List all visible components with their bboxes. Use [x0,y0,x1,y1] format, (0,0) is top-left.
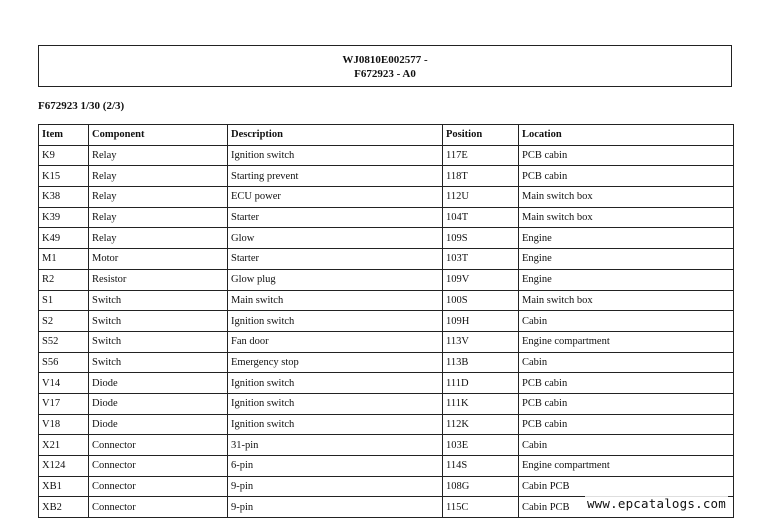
cell-location: Cabin PCB [519,497,734,518]
cell-component: Diode [89,373,228,394]
cell-location: Engine [519,269,734,290]
cell-component: Switch [89,311,228,332]
cell-position: 103T [443,249,519,270]
table-row [39,393,734,414]
cell-location: PCB cabin [519,393,734,414]
cell-position: 112U [443,187,519,208]
table-row [39,269,734,290]
cell-item: K9 [39,145,89,166]
components-table [38,124,734,518]
cell-location: Cabin [519,311,734,332]
table-row [39,166,734,187]
cell-position: 109H [443,311,519,332]
table-row [39,456,734,477]
cell-description: Ignition switch [228,393,443,414]
column-header-location: Location [519,125,734,146]
table-row [39,290,734,311]
cell-position: 112K [443,414,519,435]
cell-location: Engine compartment [519,456,734,477]
column-header-position: Position [443,125,519,146]
cell-description: Emergency stop [228,352,443,373]
cell-item: K38 [39,187,89,208]
cell-description: Fan door [228,331,443,352]
cell-location: Engine [519,228,734,249]
column-header-item: Item [39,125,89,146]
cell-item: R2 [39,269,89,290]
cell-item: S2 [39,311,89,332]
cell-component: Connector [89,435,228,456]
cell-item: X124 [39,456,89,477]
cell-location: PCB cabin [519,414,734,435]
cell-position: 113B [443,352,519,373]
cell-component: Relay [89,145,228,166]
document-figure-id: F672923 - A0 [354,68,416,80]
cell-position: 111D [443,373,519,394]
cell-description: 6-pin [228,456,443,477]
cell-location: PCB cabin [519,145,734,166]
cell-position: 108G [443,476,519,497]
cell-component: Relay [89,166,228,187]
cell-description: Ignition switch [228,414,443,435]
cell-location: Engine [519,249,734,270]
cell-location: Main switch box [519,187,734,208]
cell-item: K39 [39,207,89,228]
cell-position: 115C [443,497,519,518]
cell-item: K49 [39,228,89,249]
cell-component: Resistor [89,269,228,290]
cell-location: PCB cabin [519,166,734,187]
cell-description: 9-pin [228,476,443,497]
table-row [39,352,734,373]
cell-description: Ignition switch [228,145,443,166]
cell-component: Relay [89,228,228,249]
table-row [39,228,734,249]
cell-description: Starter [228,249,443,270]
cell-item: V17 [39,393,89,414]
cell-component: Connector [89,497,228,518]
cell-item: XB1 [39,476,89,497]
cell-location: Main switch box [519,207,734,228]
cell-description: Main switch [228,290,443,311]
cell-description: Ignition switch [228,311,443,332]
cell-location: Cabin PCB [519,476,734,497]
table-row [39,249,734,270]
cell-position: 111K [443,393,519,414]
cell-position: 109V [443,269,519,290]
cell-description: 31-pin [228,435,443,456]
cell-component: Motor [89,249,228,270]
cell-component: Connector [89,476,228,497]
cell-position: 117E [443,145,519,166]
column-header-component: Component [89,125,228,146]
cell-description: 9-pin [228,497,443,518]
cell-description: Glow [228,228,443,249]
document-header-box [38,45,732,87]
cell-position: 113V [443,331,519,352]
cell-position: 118T [443,166,519,187]
cell-item: V18 [39,414,89,435]
cell-component: Switch [89,331,228,352]
cell-item: S56 [39,352,89,373]
cell-description: ECU power [228,187,443,208]
cell-item: X21 [39,435,89,456]
cell-component: Diode [89,393,228,414]
cell-component: Relay [89,187,228,208]
cell-position: 100S [443,290,519,311]
cell-item: S52 [39,331,89,352]
cell-description: Starting prevent [228,166,443,187]
document-id: WJ0810E002577 - [342,54,428,66]
cell-component: Relay [89,207,228,228]
table-row [39,311,734,332]
cell-component: Switch [89,352,228,373]
watermark-text: www.epcatalogs.com [586,496,726,511]
table-header-row [39,125,734,146]
table-row [39,331,734,352]
cell-component: Diode [89,414,228,435]
cell-position: 114S [443,456,519,477]
cell-location: Cabin [519,352,734,373]
table-body [39,145,734,517]
table-row [39,207,734,228]
table-row [39,476,734,497]
cell-description: Ignition switch [228,373,443,394]
column-header-description: Description [228,125,443,146]
cell-location: Engine compartment [519,331,734,352]
table-row [39,145,734,166]
cell-location: Cabin [519,435,734,456]
cell-item: S1 [39,290,89,311]
table-row [39,187,734,208]
cell-description: Glow plug [228,269,443,290]
cell-position: 104T [443,207,519,228]
table-row [39,414,734,435]
cell-item: XB2 [39,497,89,518]
cell-component: Switch [89,290,228,311]
cell-description: Starter [228,207,443,228]
table-row [39,435,734,456]
cell-location: PCB cabin [519,373,734,394]
table-row [39,373,734,394]
cell-position: 103E [443,435,519,456]
cell-item: V14 [39,373,89,394]
cell-item: M1 [39,249,89,270]
cell-location: Main switch box [519,290,734,311]
section-title: F672923 1/30 (2/3) [38,100,125,112]
cell-item: K15 [39,166,89,187]
cell-position: 109S [443,228,519,249]
cell-component: Connector [89,456,228,477]
